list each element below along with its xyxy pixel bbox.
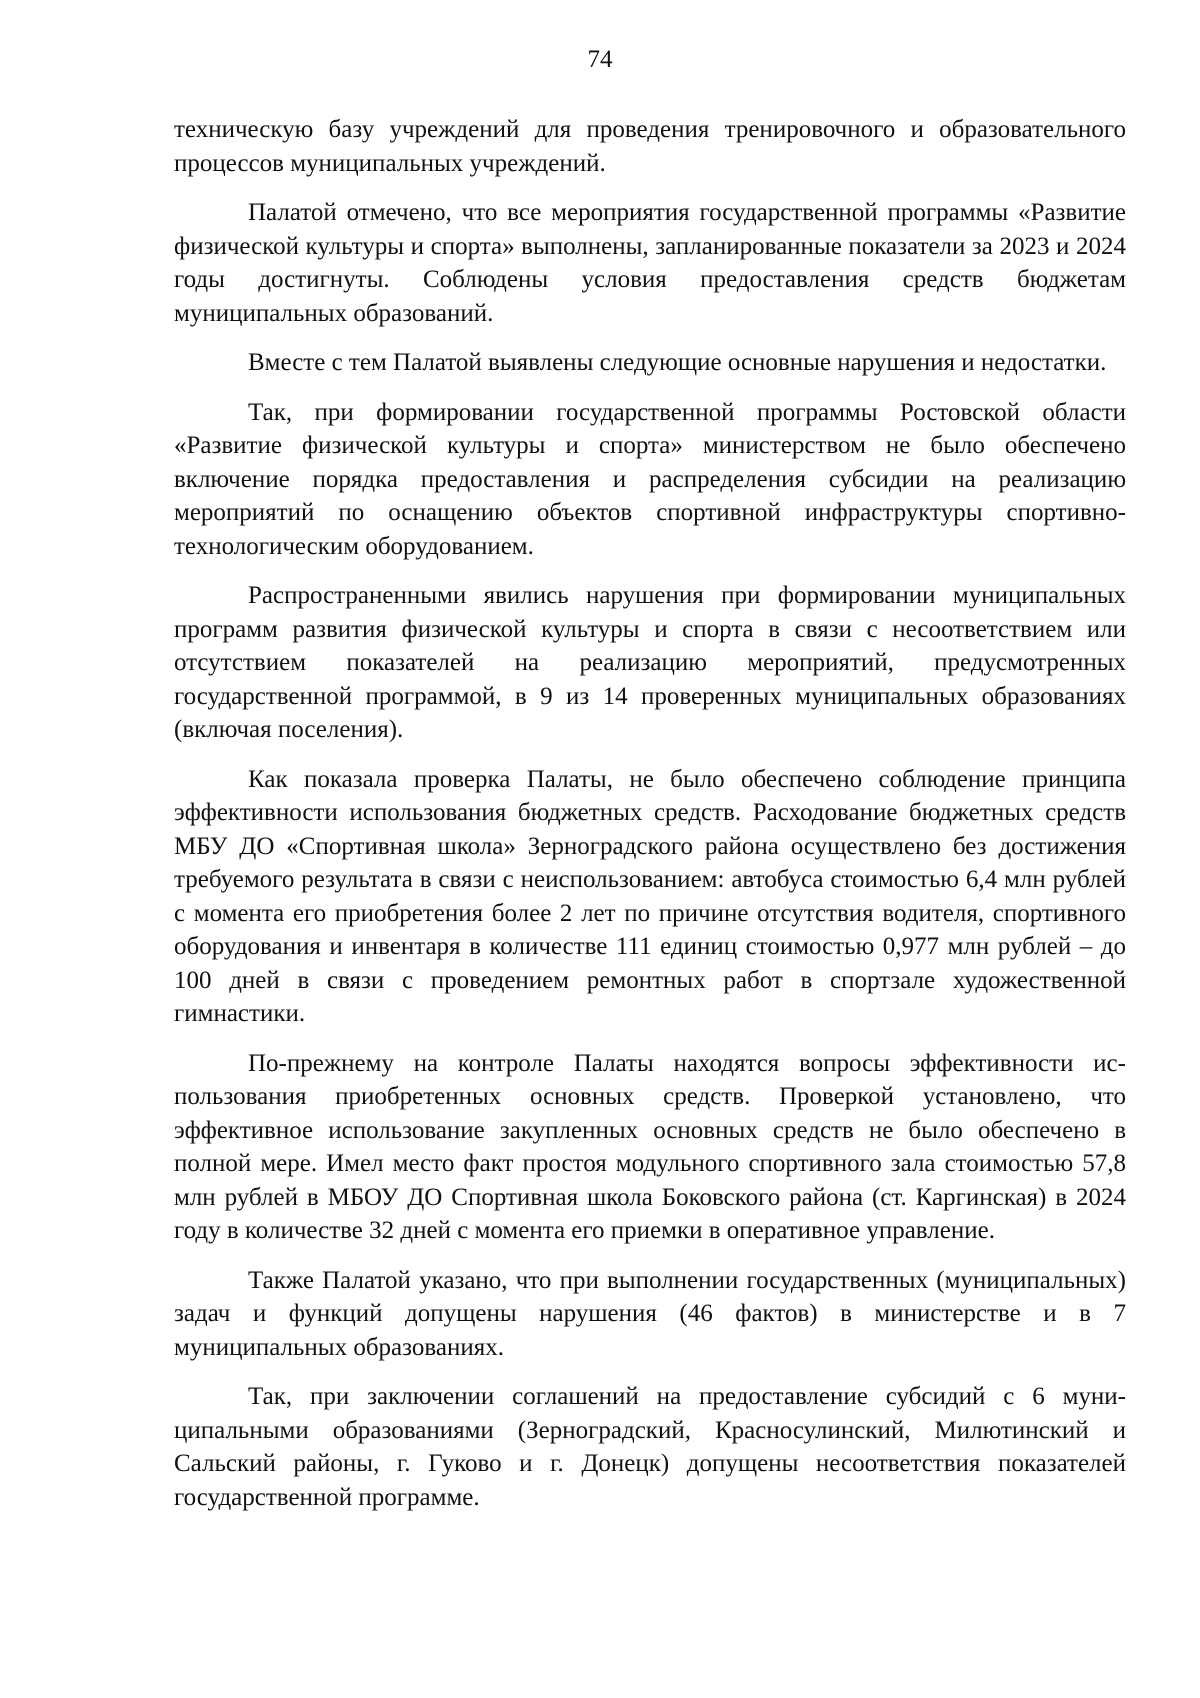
document-body (174, 113, 1126, 1530)
paragraph-program-results: Палатой отмечено, что все мероприятия государственной программы «Развитие физической культуры и спорта» выполнены, запланированные показатели за 2023 и 2024 годы достигнуты. Соблюдены условия предоставления средств бюджетам муниципальных образований. (174, 199, 1126, 327)
paragraph-task-violations: Также Палатой указано, что при выполнении государственных (муниципальных) задач и функций допущены нарушения (46 фактов) в министерстве и в 7 муниципальных образованиях. (174, 1266, 1126, 1361)
page-number: 74 (587, 46, 613, 73)
paragraph-subsidy-agreements: Так, при заключении соглашений на предоставление субсидий с 6 муниципальными образованиями (Зерноградский, Красносулинский, Милютинский и Сальский районы, г. Гуково и г. Донецк) допущены несоответствия показателей государственной программе. (174, 1383, 1126, 1511)
paragraph-continuation: техническую базу учреждений для проведения тренировочного и образовательного процессов муниципальных учреждений. (174, 116, 1126, 177)
paragraph-fixed-assets: По-прежнему на контроле Палаты находятся вопросы эффективности использования приобретенных основных средств. Проверкой установлено, что эффективное использование закупленных основных средств не было обеспечено в полной мере. Имел место факт простоя модульного спортивного зала стоимостью 57,8 млн рублей в МБОУ ДО Спортивная школа Боковского района (ст. Каргинская) в 2024 году в количестве 32 дней с момента его приемки в оперативное управление. (174, 1049, 1126, 1244)
paragraph-budget-efficiency: Как показала проверка Палаты, не было обеспечено соблюдение принципа эффективности использования бюджетных средств. Расходование бюджетных средств МБУ ДО «Спортивная школа» Зерноградского района осуществлено без достижения требуемого результата в связи с неиспользованием: автобуса стоимостью 6,4 млн рублей с момента его приобретения более 2 лет по причине отсутствия водителя, спортивного оборудования и инвентаря в количестве 111 единиц стоимостью 0,977 млн рублей – до 100 дней в связи с проведением ремонтных работ в спортзале художественной гимнастики. (174, 765, 1126, 1027)
paragraph-program-formation: Так, при формировании государственной программы Ростовской области «Развитие физической культуры и спорта» министерством не было обеспечено включение порядка предоставления и распределения субсидии на реализацию мероприятий по оснащению объектов спортивной инфраструктуры спортивно-технологическим оборудованием. (174, 398, 1126, 560)
paragraph-municipal-programs: Распространенными явились нарушения при формировании муниципальных программ развития физической культуры и спорта в связи с несоответствием или отсутствием показателей на реализацию мероприятий, предусмотренных государственной программой, в 9 из 14 проверенных муниципальных образованиях (включая поселения). (174, 582, 1126, 743)
paragraph-violations-intro: Вместе с тем Палатой выявлены следующие основные нарушения и недостатки. (248, 349, 1107, 376)
